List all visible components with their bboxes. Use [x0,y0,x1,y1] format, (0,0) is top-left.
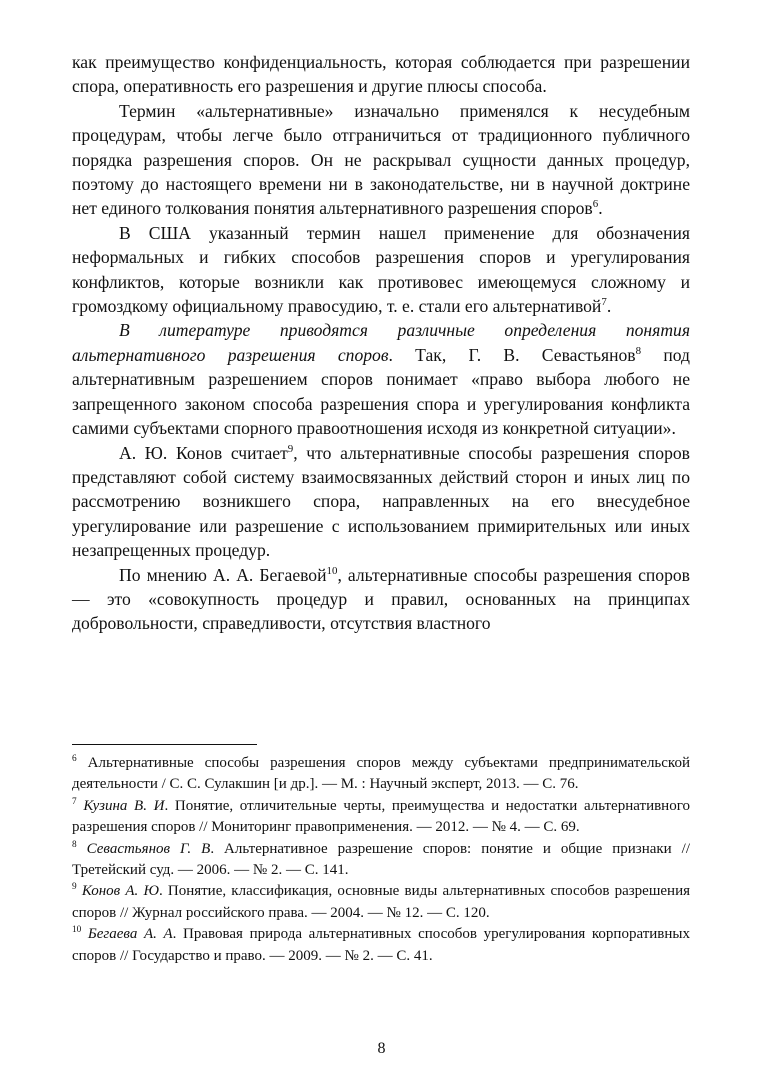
paragraph-1-text: как преимущество конфиденциальность, которая соблюдается при разрешении спора, оперативность его разрешения и другие плюсы способа. [72,52,690,97]
paragraph-6-text-b: , альтернативные способы разрешения споров — это «совокупность процедур и правил, основанных на принципах добровольности, справедливости, отсутствия властного [72,564,690,634]
paragraph-6-text-a: По мнению А. А. Бегаевой [119,564,327,585]
footnote-9 [72,881,690,924]
footnote-6 [72,753,690,796]
paragraph-3 [72,221,690,319]
footnote-ref-10[interactable]: 10 [326,564,338,577]
footnote-8 [72,839,690,882]
paragraph-2-text: Термин «альтернативные» изначально применялся к несудебным процедурам, чтобы легче было отграничиться от традиционного публичного порядка разрешения споров. Он не раскрывал сущности данных процедур, поэтому до настоящего времени ни в законодательстве, ни в научной доктрине нет единого толкования понятия альтернативного разрешения споров [72,100,690,219]
footnotes [72,753,690,967]
paragraph-4 [72,318,690,440]
paragraph-5 [72,441,690,563]
paragraph-4-text-b: под альтернативным разрешением споров понимает «право выбора любого не запрещенного законом способа разрешения спора и урегулирования конфликта самими субъектами спорного правоотношения исходя из конкретной ситуации». [72,344,690,439]
footnote-author: Конов А. Ю [81,883,159,900]
footnote-ref-6[interactable]: 6 [592,198,599,211]
footnote-text: . Понятие, классификация, основные виды альтернативных способов разрешения споров // Журнал российского права. — 2004. — № 12. — С. 120. [72,883,690,921]
footnote-ref-7[interactable]: 7 [601,296,607,309]
paragraph-2-tail: . [598,198,603,219]
footnote-number: 7 [72,796,77,807]
footnote-divider [72,744,257,745]
footnote-7 [72,796,690,839]
paragraph-4-text-a: . Так, Г. В. Севастьянов [388,344,636,365]
footnote-ref-9[interactable]: 9 [287,442,294,455]
footnote-author: Севастьянов Г. В [86,840,211,857]
footnote-10 [72,924,690,967]
footnote-text: Альтернативные способы разрешения споров между субъектами предпринимательской деятельности / С. С. Сулакшин [и др.]. — М. : Научный эксперт, 2013. — С. 76. [72,755,690,793]
main-text [72,50,690,636]
footnote-text: . Правовая природа альтернативных способов урегулирования корпоративных споров // Государство и право. — 2009. — № 2. — С. 41. [72,926,690,964]
paragraph-1 [72,50,690,99]
footnote-number: 8 [72,839,77,850]
paragraph-3-tail: . [606,296,612,317]
page-number: 8 [377,1040,386,1057]
footnote-author: Кузина В. И [83,797,165,814]
footnote-number: 9 [72,882,77,893]
footnote-ref-8[interactable]: 8 [635,345,642,358]
paragraph-5-text-a: А. Ю. Конов считает [119,442,288,463]
paragraph-3-text: В США указанный термин нашел применение для обозначения неформальных и гибких способов разрешения споров и урегулирования конфликтов, которые возникли как противовес имеющемуся сложному и громоздкому официальному правосудию, т. е. стали его альтернативой [72,222,690,317]
page-body [72,50,690,636]
footnote-text: . Альтернативное разрешение споров: понятие и общие признаки // Третейский суд. — 2006. — № 2. — С. 141. [72,840,691,879]
footnote-author: Бегаева А. А [87,926,173,943]
paragraph-5-text-b: , что альтернативные способы разрешения споров представляют собой систему взаимосвязанных действий сторон и иных лиц по рассмотрению возникшего спора, направленных на его внесудебное урегулирование или разрешение с использованием примирительных или иных незапрещенных процедур. [72,442,690,561]
footnote-number: 6 [72,754,77,764]
footnote-text: . Понятие, отличительные черты, преимущества и недостатки альтернативного разрешения споров // Мониторинг правоприменения. — 2012. — № 4. — С. 69. [72,797,690,836]
footnote-number: 10 [72,925,82,936]
paragraph-6 [72,563,690,636]
paragraph-4-italic: В литературе приводятся различные определения понятия альтернативного разрешения споров [72,320,690,365]
paragraph-2 [72,99,690,221]
